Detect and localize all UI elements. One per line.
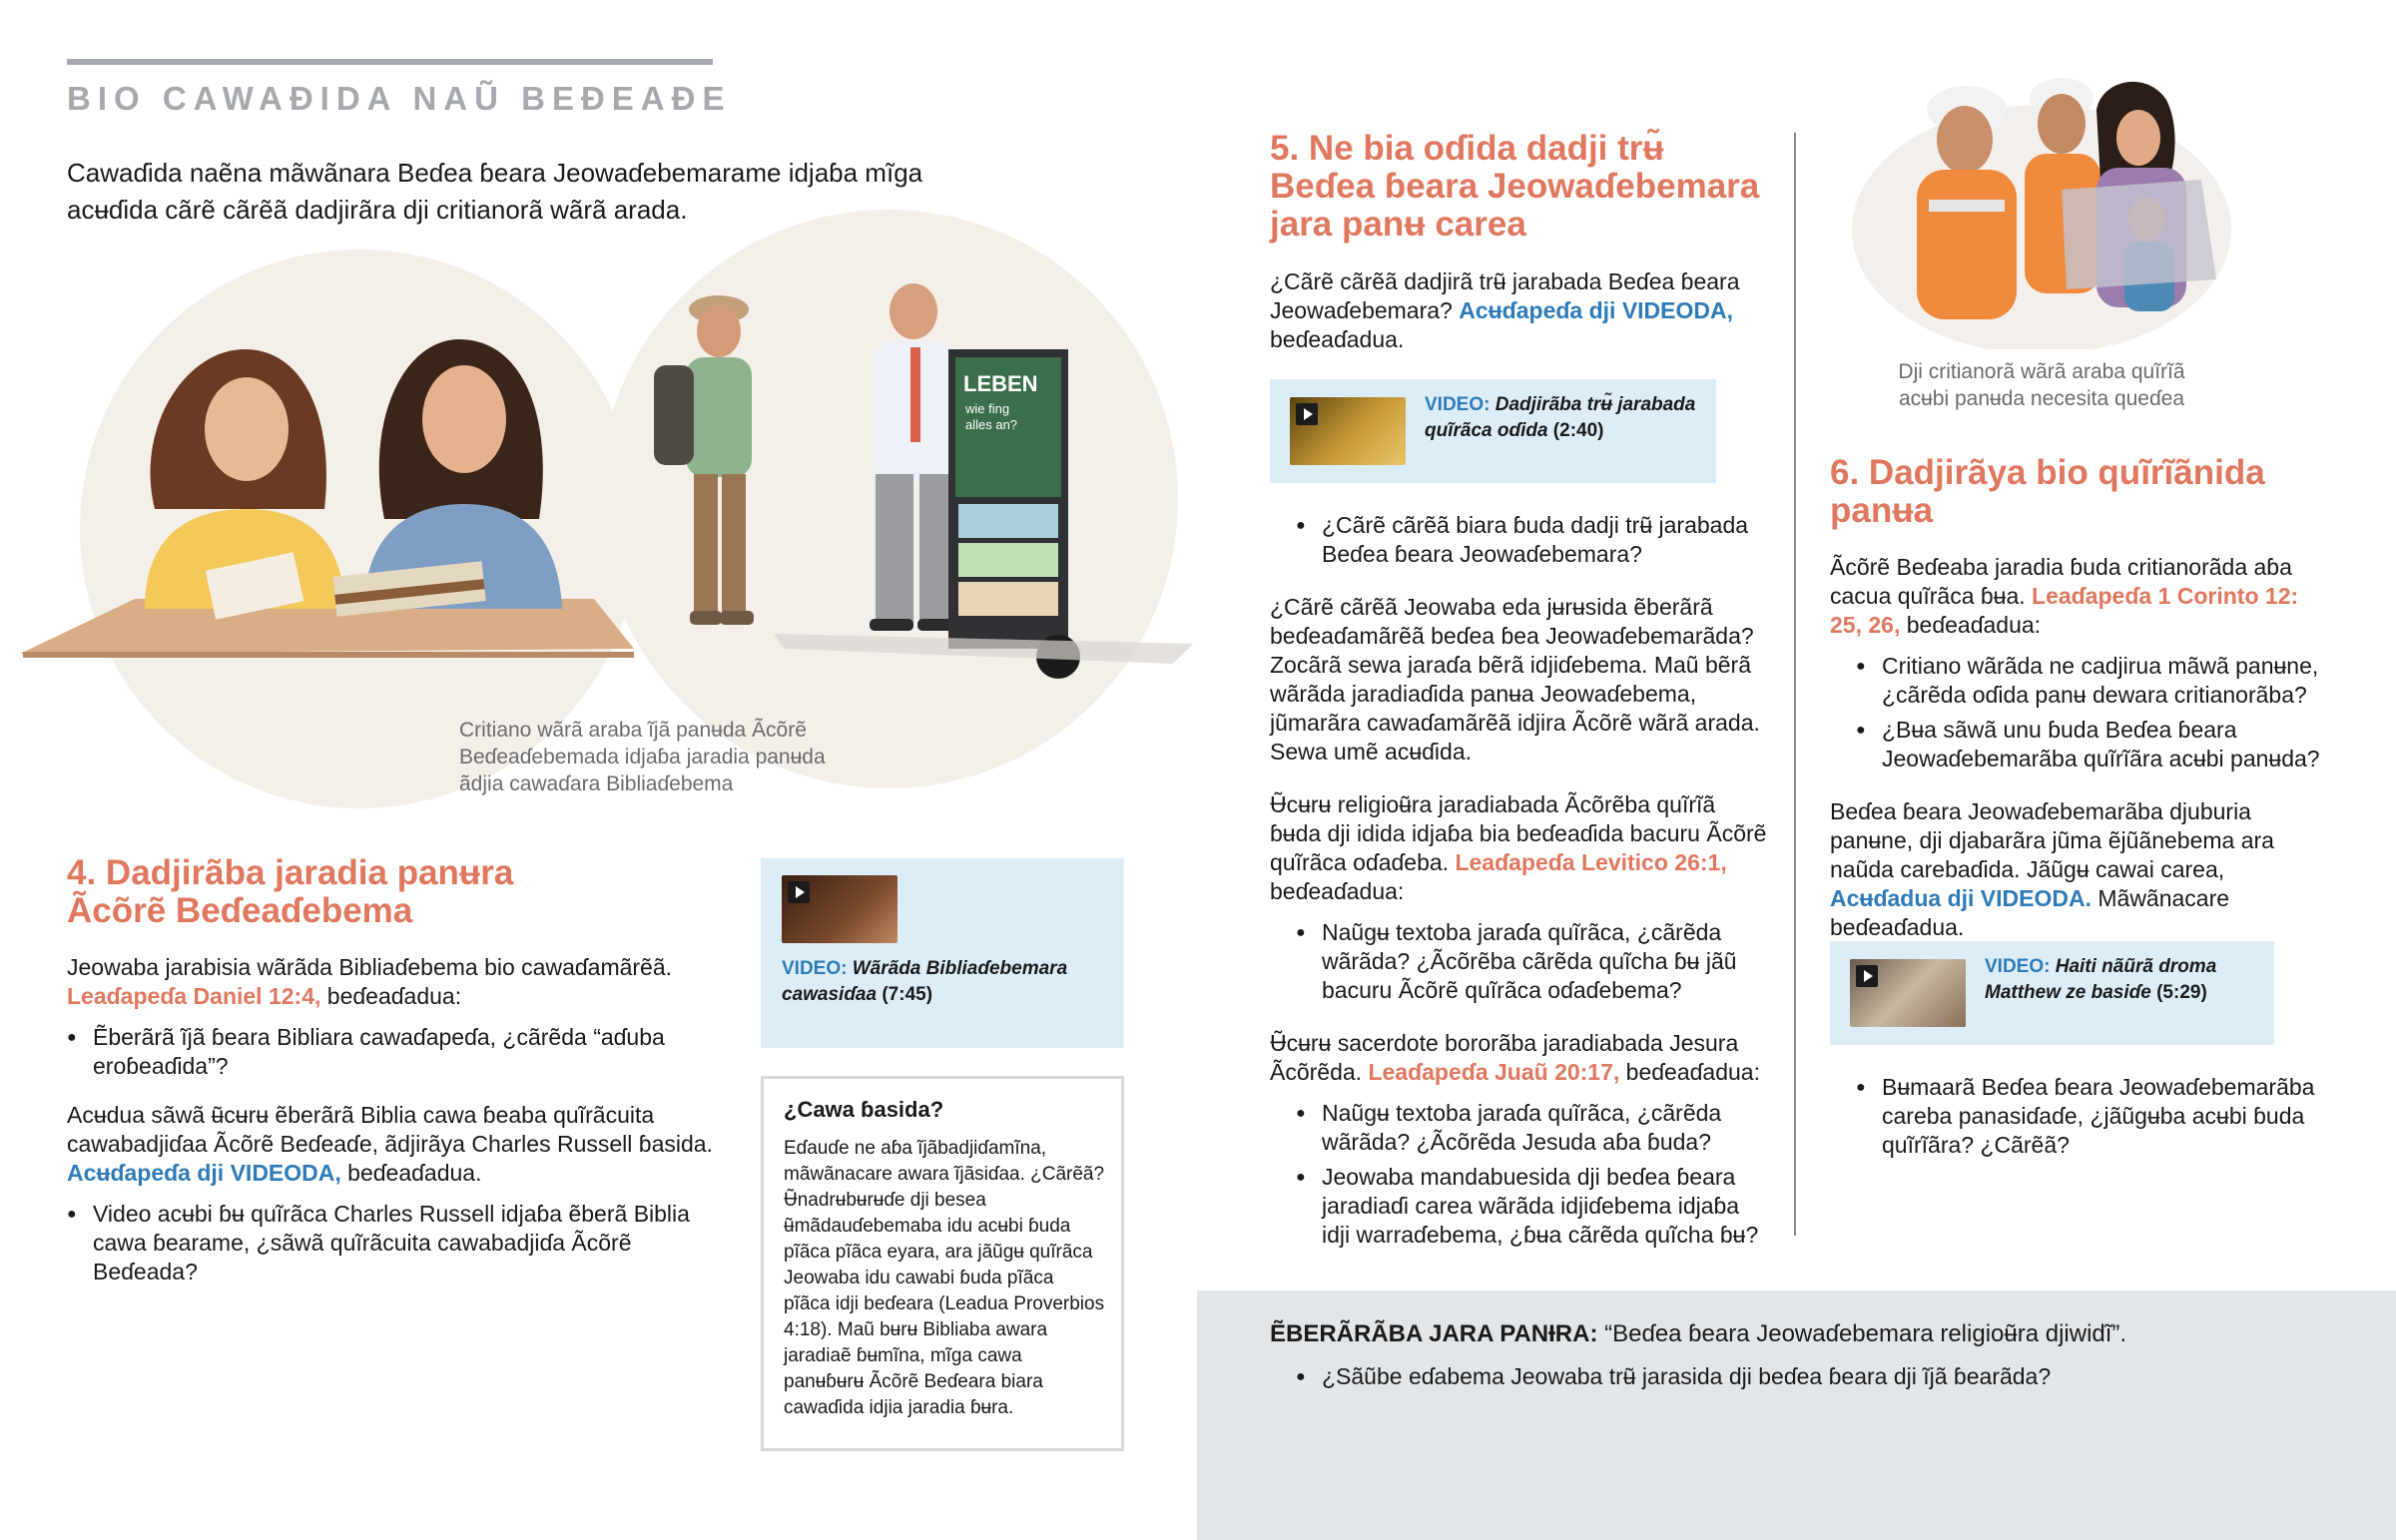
section5-video-card[interactable] [1270,379,1716,483]
section4-p2-ref-line: Acʉɗapeɗa dji VIDEODA, beɗeaɗadua. [67,1160,482,1186]
young-man-with-backpack [654,295,754,625]
play-icon[interactable] [1856,965,1878,987]
did-you-know-box [761,1076,1124,1451]
video-label: VIDEO: [1985,956,2051,977]
summary-quote: “Beɗea ɓeara Jeowaɗebemara religioʉ̃ra djiwidĩ”. [1597,1320,2127,1347]
video-thumbnail[interactable] [1290,397,1406,465]
man-in-white-shirt [870,283,961,631]
play-icon[interactable] [1296,403,1318,425]
section6-bullet2: ● ¿Bʉa sãwã unu ɓuda Beɗea ɓeara Jeowaɗebemarãba quĩrĩãra acʉbi panʉda? [1856,716,2329,773]
video-thumbnail[interactable] [782,875,898,943]
section5-intro: ¿Cãrẽ cãrẽã dadjirã trʉ̃ jarabada Beɗea ɓeara Jeowaɗebemara? Acʉɗapeɗa dji VIDEODA, beɗeaɗadua. [1270,268,1740,352]
header-rule [67,59,713,65]
section4-video-card[interactable] [761,858,1124,1048]
section4-p1-ref-line: Leaɗapeɗa Daniel 12:4, beɗeaɗadua: [67,983,462,1009]
section4-p1: Jeowaba jarabisia wãrãda Bibliaɗebema bio cawaɗamãrẽã. [67,954,673,980]
section4-body [67,953,726,1292]
hero-illustration [15,269,1193,689]
photo-caption: Dji critianorã wãrã araba quĩrĩã acʉbi panʉda necesita queɗea [1898,360,2185,410]
section5-bullet1: ● ¿Cãrẽ cãrẽã biara ɓuda dadji trʉ̃ jarabada Beɗea ɓeara Jeowaɗebemara? [1296,511,1769,569]
section6-bullet1: ● Critiano wãrãda ne cadjirua mãwã panʉne, ¿cãrẽda oɗida panʉ dewara critianorãba? [1856,652,2329,710]
video-label: VIDEO: [782,958,848,979]
video-thumbnail[interactable] [1850,959,1966,1027]
section5-bullet2: ● Naũgʉ textoba jaraɗa quĩrãca, ¿cãrẽda wãrãda? ¿Ãcõrẽba cãrẽda quĩcha ɓʉ jãũ bacuru Ãcõrẽ quĩrãca oɗaɗebema? [1296,918,1769,1005]
section4-p2: Acʉdua sãwã ʉ̃cʉrʉ ẽberãrã Biblia cawa ɓeaba quĩrãcuita cawabadjiɗaa Ãcõrẽ Beɗeaɗe, ãdjirãya Charles Russell ɓasida. [67,1102,713,1157]
section6-p2: Beɗea ɓeara Jeowaɗebemarãba djuburia panʉne, dji djabarãra jũma ẽjũãnebema ara naũda carebaɗida. Jãũgʉ cawai carea, Acʉɗadua dji VIDEODA. Mãwãnacare beɗeaɗadua. [1830,798,2274,940]
video-title: Dadjirãba trʉ̃ jarabada quĩrãca oɗida [1425,394,1696,441]
section5-bullet3: ● Naũgʉ textoba jaraɗa quĩrãca, ¿cãrẽda wãrãda? ¿Ãcõrẽda Jesuda aɓa ɓuda? [1296,1099,1769,1157]
section6-bullet3: ● Bʉmaarã Beɗea ɓeara Jeowaɗebemarãba careba panasiɗaɗe, ¿jãũgʉba acʉbi ɓuda quĩrĩãra? ¿Cãrẽã? [1856,1073,2329,1160]
video-label: VIDEO: [1425,394,1491,415]
section4-title: 4. Dadjirãba jaradia panʉra Ãcõrẽ Beɗeaɗebema [67,853,514,930]
section6-body [1830,553,2329,942]
sidebar-title: ¿Cawa ɓasida? [784,1097,944,1122]
summary-label: ẼBERÃRÃBA JARA PANƗRA: [1270,1320,1598,1347]
corinto-reference-link[interactable]: Leaɗapeɗa 1 Corinto 12: 25, 26, [1830,583,2299,638]
section5-video-link[interactable]: Acʉɗapeɗa dji VIDEODA, [1459,297,1733,323]
summary-bullet: ● ¿Sãũbe eɗabema Jeowaba trʉ̃ jarasida dji beɗea ɓeara dji ĩjã ɓearãda? [1296,1362,2368,1391]
section-label: BIO CAWAƉIDA NAŨ BEƉEAƉE [67,80,732,117]
sidebar-text: Eɗauɗe ne aɓa ĩjãbadjiɗamĩna, mãwãnacare awara ĩjãsiɗaa. ¿Cãrẽã? Ʉ̃nadrʉbʉrʉɗe dji besea ʉ̃mãdauɗebemaba idu acʉbi ɓuda pĩãca pĩãca eyara, ara jãũgʉ quĩrãca Jeowaba idu cawabi ɓuda pĩãca pĩãca idji beɗeara (Leadua Proverbios 4:18). Maũ bʉrʉ Bibliaba awara jaradiaẽ ɓʉmĩna, mĩga cawa panʉɓʉrʉ Ãcõrẽ Beɗeara biara cawaɗida idjia jaradia ɓʉra. [784,1138,1105,1418]
stand-sign-line2: wie fing [965,401,1010,416]
hero-caption: Critiano wãrã araba ĩjã panʉda Ãcõrẽ Beɗeaɗebemada idjaɓa jaradia panʉda ãdjia cawaɗara Bibliaɗebema [459,719,826,795]
play-icon[interactable] [788,881,810,903]
section5-p2: ¿Cãrẽ cãrẽã Jeowaba eda jʉrʉsida ẽberãrã beɗeaɗamãrẽã beɗea ɓea Jeowaɗebemarãda? Zocãrã sewa jaraɗa bẽrã idjiɗebema. Maũ bẽrã wãrãda jaradiaɗida panʉa Jeowaɗebema, jũmarãra cawaɗamãrẽã idjira Ãcõrẽ wãrã arada. Sewa umẽ acʉɗida. [1270,594,1760,765]
section6-final [1830,1073,2329,1166]
woman-reading-left [145,349,344,620]
video-title: Haiti nãũrã droma Matthew ze basiɗe [1985,956,2217,1003]
summary-question [1270,1362,2368,1397]
video-duration: (2:40) [1547,420,1604,441]
literature-cart [948,349,1080,679]
juan-reference-link[interactable]: Leaɗapeɗa Juaũ 20:17, [1368,1059,1620,1085]
video-duration: (5:29) [2150,982,2207,1003]
stand-sign-line3: alles an? [965,417,1018,432]
levitico-reference-link[interactable]: Leaɗapeɗa Levitico 26:1, [1455,849,1727,875]
section6-title: 6. Dadjirãya bio quĩrĩãnida panʉa [1830,453,2265,530]
section4-bullet1: ● Ẽberãrã ĩjã ɓeara Bibliara cawaɗapeɗa, ¿cãrẽda “aɗuba eroɓeaɗida”? [67,1023,726,1081]
summary-statement [1270,1319,2368,1349]
section6-video-link[interactable]: Acʉɗadua dji VIDEODA. [1830,885,2092,911]
section5-bullet4: ● Jeowaba mandabuesida dji beɗea ɓeara jaradiaɗi carea wãrãda idjiɗebema idjaɓa idji warraɗebema, ¿ɓʉa cãrẽda quĩcha ɓʉ? [1296,1163,1769,1250]
video-reference-link[interactable]: Acʉɗapeɗa dji VIDEODA, [67,1160,341,1186]
section5-title: 5. Ne bia oɗida dadji trʉ̃ Beɗea ɓeara Jeowaɗebemara jara panʉ carea [1270,129,1760,244]
video-duration: (7:45) [877,984,933,1005]
video-title: Wãrãda Bibliaɗebemara cawasiɗaa [782,958,1068,1005]
section6-video-card[interactable] [1830,941,2274,1045]
section5-p3: Ʉ̃cʉrʉ religioʉ̃ra jaradiabada Ãcõrẽba quĩrĩã ɓʉda dji idida idjaɓa bia beɗeaɗida bacuru Ãcõrẽ quĩrãca oɗaɗeba. Leaɗapeɗa Levitico 26:1, beɗeaɗadua: [1270,791,1767,904]
stand-sign-line1: LEBEN [963,371,1038,396]
column-divider [1794,133,1796,1236]
intro-paragraph: Cawaɗida naẽna mãwãnara Beɗea ɓeara Jeowaɗebemarame idjaɓa mĩga acʉɗida cãrẽ cãrẽã dadjirãra dji critianorã wãrã arada. [67,158,923,225]
section4-bullet2: ● Video acʉbi ɓʉ quĩrãca Charles Russell idjaɓa ẽberã Biblia cawa ɓearame, ¿sãwã quĩrãcuita cawabadjiɗa Ãcõrẽ Beɗeada? [67,1200,726,1286]
relief-workers-photo [1847,50,2236,349]
daniel-reference-link[interactable]: Leaɗapeɗa Daniel 12:4, [67,983,321,1009]
section5-p4: Ʉ̃cʉrʉ sacerdote bororãba jaradiabada Jesura Ãcõrẽda. Leaɗapeɗa Juaũ 20:17, beɗeaɗadua: [1270,1030,1760,1085]
section6-p1: Ãcõrẽ Beɗeaba jaradia ɓuda critianorãda aɓa cacua quĩrãca ɓʉa. Leaɗapeɗa 1 Corinto 12: 25, 26, beɗeaɗadua: [1830,554,2299,638]
woman-reading-right [332,339,562,617]
section5-body [1270,511,1769,1256]
